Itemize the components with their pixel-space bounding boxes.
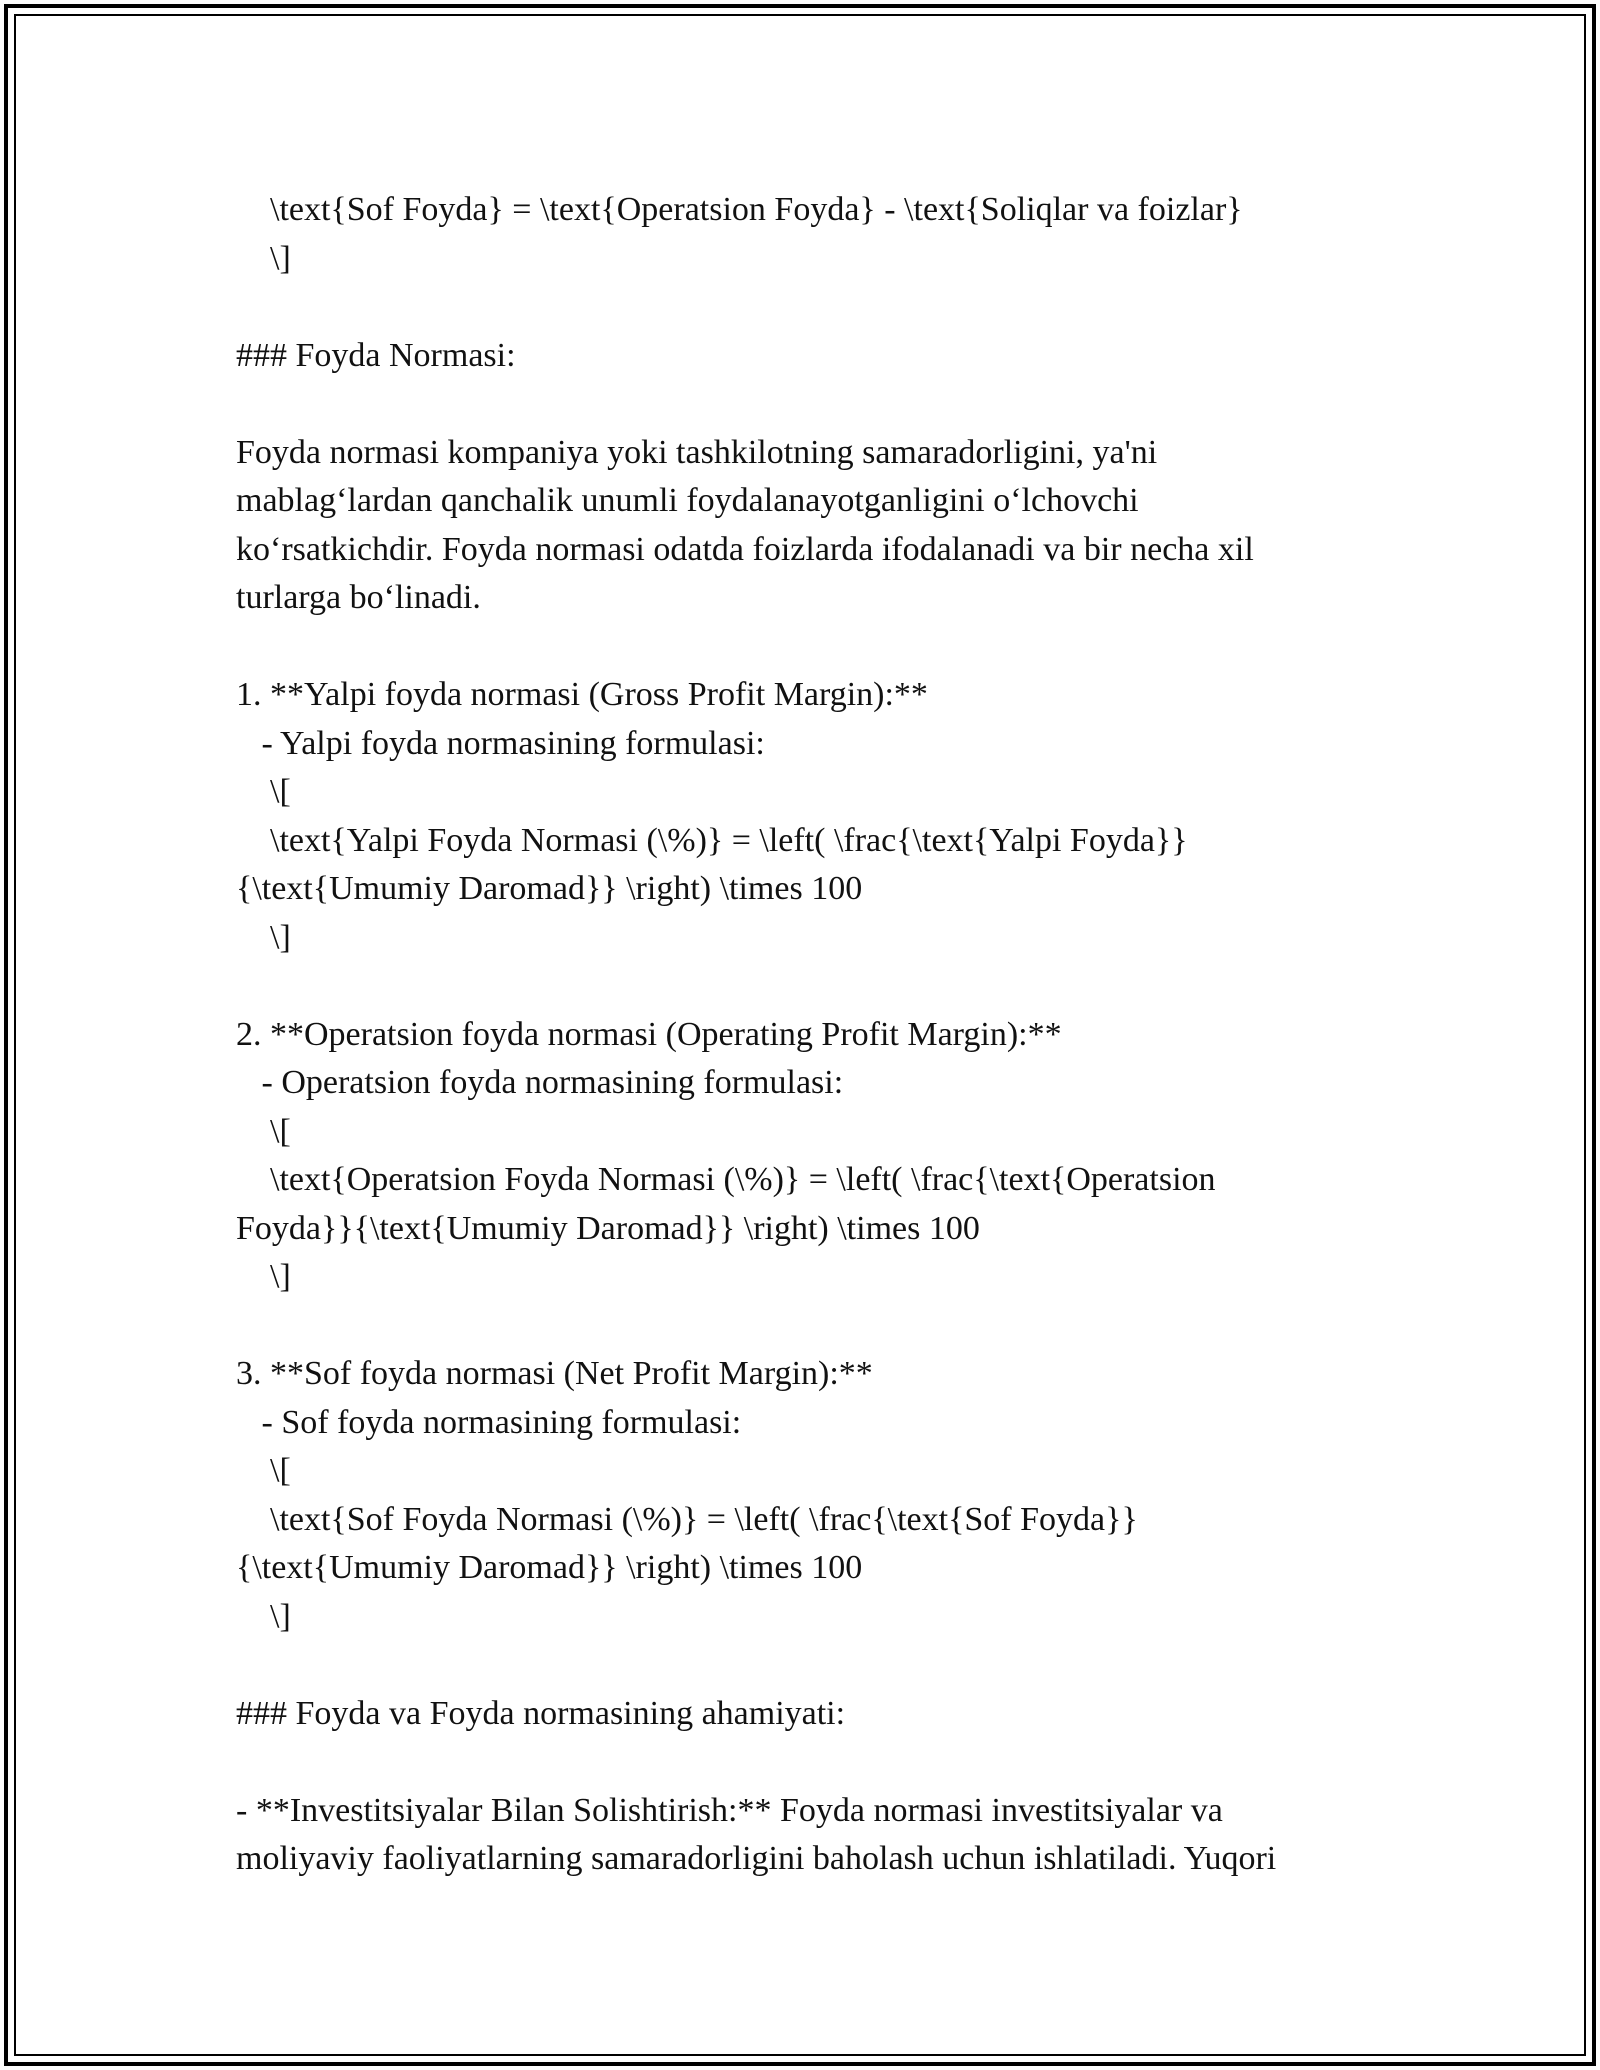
formula-close: \]	[236, 239, 291, 277]
sub-item: - Yalpi foyda normasining formulasi:	[236, 724, 765, 762]
formula-close: \]	[236, 1258, 291, 1295]
paragraph-line: Foyda normasi kompaniya yoki tashkilotning samaradorligini, ya'ni	[236, 433, 1158, 471]
list-item-sof: 3. **Sof foyda normasi (Net Profit Margin):**	[236, 1355, 873, 1392]
formula-open: \[	[236, 773, 291, 810]
heading-foyda-normasi: ### Foyda Normasi:	[236, 336, 516, 374]
paragraph-line: mablag‘lardan qanchalik unumli foydalanayotganligini o‘lchovchi	[236, 482, 1139, 519]
formula-line: \text{Operatsion Foyda Normasi (\%)} = \left( \frac{\text{Operatsion	[236, 1161, 1216, 1198]
list-item-yalpi: 1. **Yalpi foyda normasi (Gross Profit Margin):**	[236, 676, 928, 713]
formula-line: \text{Sof Foyda Normasi (\%)} = \left( \frac{\text{Sof Foyda}}	[236, 1500, 1138, 1538]
sub-item: - Sof foyda normasining formulasi:	[236, 1403, 742, 1441]
blank-line	[236, 962, 1406, 1011]
paragraph-line: moliyaviy faoliyatlarning samaradorligini baholash uchun ishlatiladi. Yuqori	[236, 1840, 1277, 1877]
formula-line: {\text{Umumiy Daromad}} \right) \times 100	[236, 1549, 863, 1586]
blank-line	[236, 283, 1406, 332]
formula-close: \]	[236, 1597, 291, 1635]
formula-close: \]	[236, 918, 291, 956]
paragraph-line: turlarga bo‘linadi.	[236, 579, 481, 616]
formula-line: Foyda}}{\text{Umumiy Daromad}} \right) \times 100	[236, 1209, 980, 1247]
bullet-item-investitsiyalar: - **Investitsiyalar Bilan Solishtirish:** Foyda normasi investitsiyalar va	[236, 1791, 1223, 1829]
formula-open: \[	[236, 1452, 291, 1489]
paragraph-line: ko‘rsatkichdir. Foyda normasi odatda foizlarda ifodalanadi va bir necha xil	[236, 530, 1254, 568]
blank-line	[236, 1738, 1406, 1787]
blank-line	[236, 1302, 1406, 1351]
formula-line: \text{Yalpi Foyda Normasi (\%)} = \left( \frac{\text{Yalpi Foyda}}	[236, 821, 1188, 859]
blank-line	[236, 623, 1406, 672]
formula-line: {\text{Umumiy Daromad}} \right) \times 100	[236, 870, 863, 907]
sub-item: - Operatsion foyda normasining formulasi:	[236, 1064, 844, 1101]
blank-line	[236, 380, 1406, 429]
document-body	[236, 186, 1406, 1884]
heading-ahamiyati: ### Foyda va Foyda normasining ahamiyati:	[236, 1694, 846, 1732]
list-item-operatsion: 2. **Operatsion foyda normasi (Operating Profit Margin):**	[236, 1015, 1062, 1053]
blank-line	[236, 1641, 1406, 1690]
formula-sof-foyda: \text{Sof Foyda} = \text{Operatsion Foyda} - \text{Soliqlar va foizlar}	[236, 191, 1243, 228]
formula-open: \[	[236, 1112, 291, 1150]
